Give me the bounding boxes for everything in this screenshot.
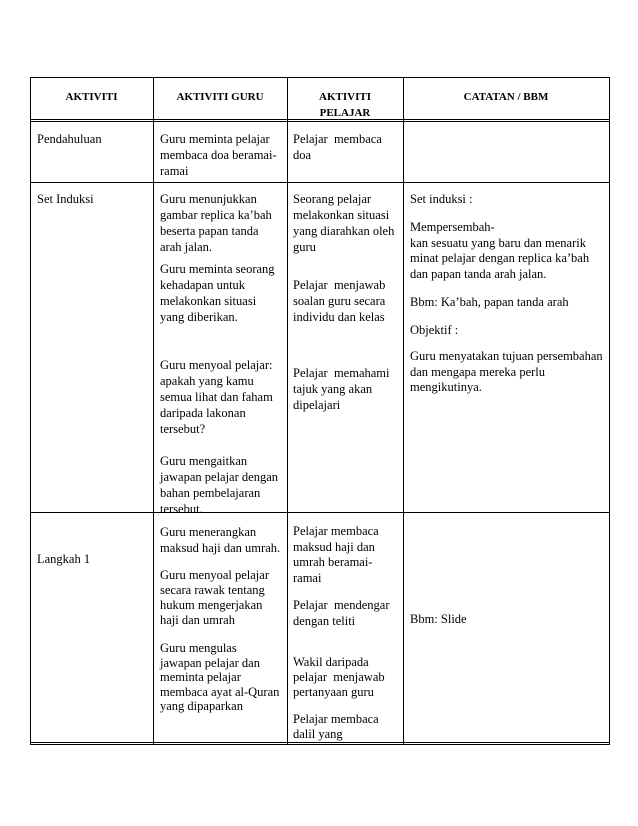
text-line: secara rawak tentang — [160, 583, 265, 597]
pelajar-activity-paragraph — [293, 524, 379, 586]
text-line: dengan teliti — [293, 614, 356, 628]
text-line: dalil yang — [293, 727, 343, 741]
guru-activity-paragraph — [160, 261, 275, 325]
text-line: soalan guru secara — [293, 294, 386, 308]
text-line: Mempersembah- — [410, 220, 495, 234]
text-line: minat pelajar dengan replica ka’bah — [410, 251, 590, 265]
column-divider — [153, 77, 154, 745]
text-line: kan sesuatu yang baru dan menarik — [410, 235, 586, 250]
text-line: maksud haji dan — [293, 539, 375, 554]
text-line: ramai — [160, 164, 189, 178]
guru-activity-paragraph — [160, 524, 280, 556]
text-line: Wakil daripada — [293, 655, 369, 669]
text-line: tersebut? — [160, 422, 206, 436]
column-divider — [287, 77, 288, 745]
guru-activity-paragraph — [160, 641, 279, 714]
catatan-bbm — [410, 611, 467, 627]
text-line: Pelajar menjawab — [293, 278, 386, 292]
pelajar-activity-paragraph — [293, 365, 390, 413]
pelajar-activity-paragraph — [293, 191, 394, 255]
catatan-heading — [410, 191, 473, 207]
text-line: Set induksi : — [410, 192, 473, 206]
row-divider — [30, 182, 610, 183]
text-line: jawapan pelajar dan — [160, 655, 260, 670]
text-line: Guru menunjukkan — [160, 192, 257, 206]
text-line: arah jalan. — [160, 240, 213, 254]
text-line: membaca doa beramai- — [160, 148, 277, 162]
text-line: bahan pembelajaran — [160, 486, 261, 500]
text-line: pelajar menjawab — [293, 670, 385, 684]
text-line: Pelajar membaca — [293, 132, 382, 146]
text-line: Guru menyatakan tujuan persembahan — [410, 349, 603, 363]
text-line: tajuk yang akan — [293, 382, 373, 396]
text-line: yang dipaparkan — [160, 699, 243, 713]
text-line: melakonkan situasi — [160, 294, 257, 308]
text-line: meminta pelajar — [160, 670, 241, 684]
catatan-paragraph — [410, 220, 589, 282]
text-line: Guru mengaitkan — [160, 454, 248, 468]
row-label-pendahuluan: Pendahuluan — [37, 132, 102, 146]
text-line: yang diberikan. — [160, 310, 238, 324]
text-line: kehadapan untuk — [160, 278, 246, 292]
text-line: haji dan umrah — [160, 613, 235, 627]
text-line: Guru mengulas — [160, 641, 237, 655]
text-line: pertanyaan guru — [293, 685, 374, 699]
catatan-paragraph — [410, 349, 603, 396]
guru-activity-paragraph — [160, 131, 277, 179]
text-line: maksud haji dan umrah. — [160, 541, 281, 555]
text-line: mengikutinya. — [410, 380, 482, 394]
text-line: tersebut. — [160, 502, 203, 516]
row-label-langkah-1: Langkah 1 — [37, 552, 91, 566]
text-line: dan papan tanda arah jalan. — [410, 266, 547, 281]
column-divider — [403, 77, 404, 745]
text-line: Guru menyoal pelajar — [160, 568, 269, 582]
text-line: Pelajar memahami — [293, 366, 390, 380]
text-line: daripada lakonan — [160, 406, 246, 420]
pelajar-activity-paragraph — [293, 712, 379, 742]
text-line: yang diarahkan oleh — [293, 224, 395, 238]
text-line: dipelajari — [293, 398, 341, 412]
text-line: Seorang pelajar — [293, 192, 372, 206]
text-line: Guru meminta pelajar — [160, 132, 270, 146]
text-line: beserta papan tanda — [160, 224, 259, 238]
text-line: umrah beramai- — [293, 555, 373, 569]
text-line: Pelajar mendengar — [293, 598, 390, 612]
text-line: Pelajar membaca — [293, 712, 379, 726]
row-label-set-induksi: Set Induksi — [37, 192, 94, 206]
text-line: jawapan pelajar dengan — [160, 470, 278, 484]
text-line: melakonkan situasi — [293, 208, 390, 222]
table-bottom-border — [30, 742, 610, 745]
catatan-objektif-heading — [410, 322, 458, 338]
row-divider — [30, 512, 610, 513]
text-line: Objektif : — [410, 323, 459, 337]
header-aktiviti: AKTIVITI — [65, 91, 118, 103]
guru-activity-paragraph — [160, 191, 272, 255]
text-line: dan mengapa mereka perlu — [410, 364, 546, 379]
text-line: Guru meminta seorang — [160, 262, 275, 276]
guru-activity-paragraph — [160, 568, 269, 628]
text-line: Guru menerangkan — [160, 525, 257, 539]
pelajar-activity-paragraph — [293, 655, 385, 700]
text-line: guru — [293, 240, 316, 254]
table-left-border — [30, 77, 31, 745]
text-line: doa — [293, 148, 312, 162]
pelajar-activity-paragraph — [293, 597, 389, 629]
text-line: Bbm: Slide — [410, 612, 467, 626]
text-line: Bbm: Ka’bah, papan tanda arah — [410, 295, 569, 309]
text-line: Pelajar membaca — [293, 524, 379, 538]
guru-activity-paragraph — [160, 357, 273, 437]
table-top-border — [30, 77, 610, 78]
table-right-border — [609, 77, 610, 745]
header-aktiviti-guru: AKTIVITI GURU — [176, 91, 264, 103]
catatan-bbm — [410, 294, 569, 310]
text-line: ramai — [293, 570, 322, 585]
text-line: gambar replica ka’bah — [160, 208, 272, 222]
text-line: individu dan kelas — [293, 310, 385, 324]
text-line: semua lihat dan faham — [160, 390, 273, 404]
header-catatan-bbm: CATATAN / BBM — [463, 91, 549, 103]
text-line: apakah yang kamu — [160, 374, 254, 388]
pelajar-activity-paragraph — [293, 131, 382, 163]
text-line: Guru menyoal pelajar: — [160, 358, 273, 372]
text-line: membaca ayat al-Quran — [160, 684, 280, 699]
pelajar-activity-paragraph — [293, 277, 385, 325]
guru-activity-paragraph — [160, 453, 278, 517]
text-line: hukum mengerjakan — [160, 598, 263, 612]
header-aktiviti-pelajar: AKTIVITI PELAJAR — [319, 91, 371, 119]
